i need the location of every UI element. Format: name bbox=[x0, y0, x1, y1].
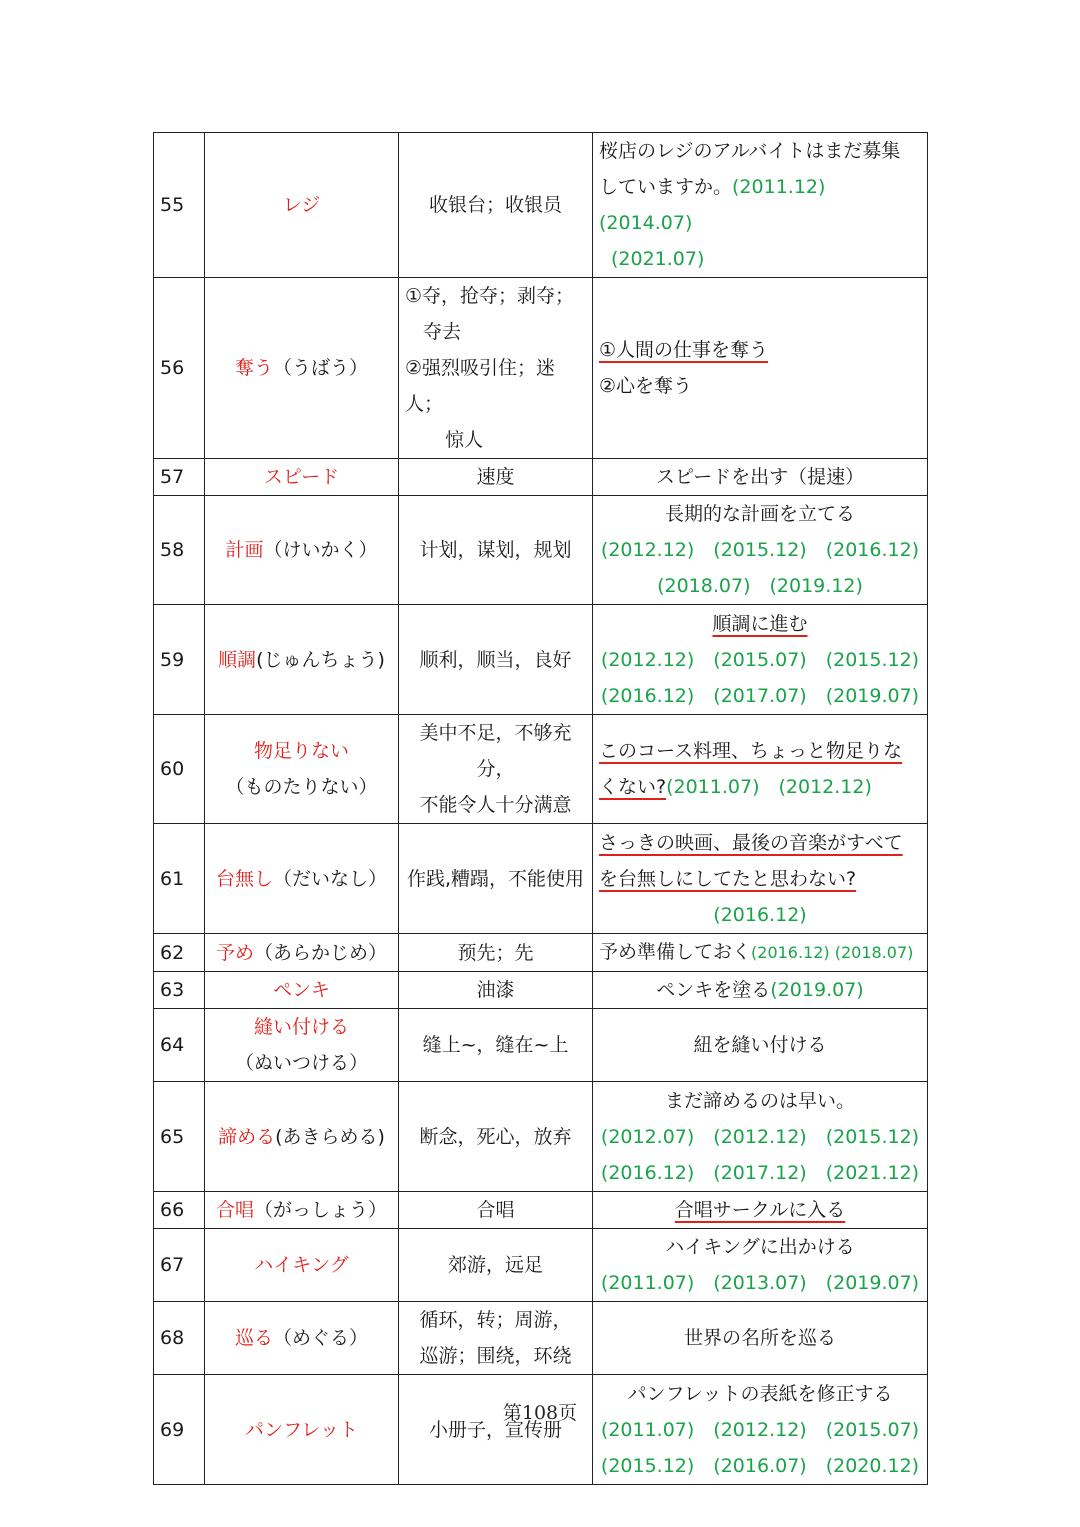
meaning-cell bbox=[399, 133, 593, 278]
word-reading: （あらかじめ） bbox=[254, 941, 388, 964]
meaning-line: 惊人 bbox=[445, 429, 484, 451]
example-cell bbox=[593, 1302, 928, 1375]
meaning-line: 合唱 bbox=[476, 1199, 515, 1221]
meaning-line: 循环，转；周游， bbox=[419, 1309, 572, 1331]
word-reading: (あきらめる) bbox=[275, 1125, 385, 1148]
vocab-word bbox=[205, 1082, 399, 1192]
example-line: ペンキを塗る bbox=[656, 979, 771, 1001]
exam-years: (2015.12) (2016.07) (2020.12) bbox=[600, 1454, 920, 1477]
page-number: 第108页 bbox=[502, 1402, 578, 1424]
word-text: 順調 bbox=[218, 648, 257, 671]
example-cell bbox=[593, 824, 928, 934]
word-text: ペンキ bbox=[272, 979, 330, 1001]
meaning-line: 计划，谋划，规划 bbox=[419, 539, 572, 561]
table-row bbox=[154, 1192, 928, 1229]
exam-years: (2012.07) (2012.12) (2015.12) bbox=[600, 1125, 920, 1148]
row-number: 63 bbox=[154, 972, 205, 1009]
table-row bbox=[154, 1082, 928, 1192]
row-number: 65 bbox=[154, 1082, 205, 1192]
meaning-cell bbox=[399, 824, 593, 934]
word-reading: (じゅんちょう) bbox=[256, 648, 385, 671]
row-number: 67 bbox=[154, 1229, 205, 1302]
row-number: 59 bbox=[154, 605, 205, 715]
meaning-cell bbox=[399, 605, 593, 715]
example-cell bbox=[593, 1082, 928, 1192]
vocab-word bbox=[205, 605, 399, 715]
example-line: 桜店のレジのアルバイトはまだ募集 bbox=[599, 140, 901, 162]
meaning-cell bbox=[399, 1192, 593, 1229]
example-cell bbox=[593, 1192, 928, 1229]
word-text: 諦める bbox=[218, 1125, 276, 1148]
example-line: ハイキングに出かける bbox=[665, 1236, 855, 1258]
row-number: 58 bbox=[154, 496, 205, 605]
example-cell bbox=[593, 496, 928, 605]
exam-years: (2016.12) (2017.12) (2021.12) bbox=[600, 1161, 920, 1184]
example-cell bbox=[593, 605, 928, 715]
meaning-cell bbox=[399, 972, 593, 1009]
example-line: ②心を奪う bbox=[599, 375, 693, 397]
exam-years: (2011.07) (2013.07) (2019.07) bbox=[600, 1272, 920, 1294]
example-cell bbox=[593, 1229, 928, 1302]
vocab-word bbox=[205, 715, 399, 824]
vocab-word bbox=[205, 133, 399, 278]
example-cell bbox=[593, 133, 928, 278]
example-line: ①人間の仕事を奪う bbox=[599, 339, 769, 361]
example-line: このコース料理、ちょっと物足りな bbox=[599, 740, 903, 762]
meaning-cell bbox=[399, 715, 593, 824]
meaning-cell bbox=[399, 278, 593, 459]
row-number: 68 bbox=[154, 1302, 205, 1375]
word-text: パンフレット bbox=[244, 1418, 359, 1441]
exam-years: (2018.07) (2019.12) bbox=[657, 575, 863, 597]
meaning-cell bbox=[399, 459, 593, 496]
vocab-word bbox=[205, 1192, 399, 1229]
table-row bbox=[154, 1302, 928, 1375]
word-reading: （うばう） bbox=[273, 357, 369, 379]
word-text: 奪う bbox=[234, 357, 273, 379]
table-row bbox=[154, 133, 928, 278]
word-text: 物足りない bbox=[253, 740, 349, 762]
exam-years: (2019.07) bbox=[770, 979, 864, 1001]
vocab-word bbox=[205, 824, 399, 934]
row-number: 62 bbox=[154, 934, 205, 972]
word-text: 台無し bbox=[215, 867, 273, 890]
example-cell bbox=[593, 972, 928, 1009]
row-number: 61 bbox=[154, 824, 205, 934]
meaning-line: 油漆 bbox=[476, 979, 515, 1001]
example-line: を台無しにしてたと思わない? bbox=[599, 867, 857, 890]
meaning-line: 缝上~，缝在~上 bbox=[422, 1034, 569, 1056]
meaning-cell bbox=[399, 1375, 593, 1485]
table-row bbox=[154, 934, 928, 972]
example-line: 予め準備しておく bbox=[599, 941, 752, 963]
exam-years: (2011.07) (2012.12) bbox=[666, 776, 872, 798]
exam-years: (2012.12) (2015.12) (2016.12) bbox=[600, 539, 920, 561]
word-text: 予め bbox=[215, 941, 254, 964]
table-row bbox=[154, 1229, 928, 1302]
vocab-word bbox=[205, 459, 399, 496]
example-line: パンフレットの表紙を修正する bbox=[627, 1382, 893, 1405]
example-line: まだ諦めるのは早い。 bbox=[664, 1089, 855, 1112]
exam-years: (2016.12) bbox=[713, 903, 807, 926]
exam-years: (2012.12) (2015.07) (2015.12) bbox=[600, 648, 920, 671]
meaning-line: 夺去 bbox=[423, 321, 462, 343]
word-reading: （ぬいつける） bbox=[234, 1052, 368, 1074]
vocab-word bbox=[205, 934, 399, 972]
vocab-word bbox=[205, 972, 399, 1009]
row-number: 66 bbox=[154, 1192, 205, 1229]
meaning-cell bbox=[399, 1229, 593, 1302]
row-number: 64 bbox=[154, 1009, 205, 1082]
meaning-line: 小册子，宣传册 bbox=[428, 1418, 562, 1441]
meaning-line: 郊游，远足 bbox=[447, 1254, 543, 1276]
row-number: 56 bbox=[154, 278, 205, 459]
example-line: 紐を縫い付ける bbox=[693, 1034, 827, 1056]
meaning-line: 收银台；收银员 bbox=[428, 194, 562, 216]
exam-years: (2016.12) (2017.07) (2019.07) bbox=[600, 684, 920, 707]
vocab-word bbox=[205, 496, 399, 605]
word-reading: （めぐる） bbox=[273, 1327, 369, 1349]
meaning-line: 预先；先 bbox=[457, 941, 534, 964]
vocab-word bbox=[205, 1302, 399, 1375]
meaning-line: 断念，死心，放弃 bbox=[419, 1125, 572, 1148]
word-text: 縫い付ける bbox=[253, 1016, 349, 1038]
example-cell bbox=[593, 278, 928, 459]
exam-years: (2011.07) (2012.12) (2015.07) bbox=[600, 1418, 920, 1441]
example-cell bbox=[593, 459, 928, 496]
meaning-line: 美中不足，不够充分， bbox=[419, 722, 572, 780]
table-row bbox=[154, 278, 928, 459]
vocab-word bbox=[205, 1229, 399, 1302]
meaning-line: 巡游；围绕，环绕 bbox=[419, 1345, 572, 1367]
word-text: ハイキング bbox=[254, 1254, 349, 1276]
word-text: 合唱 bbox=[215, 1199, 254, 1221]
vocabulary-table bbox=[153, 132, 928, 1485]
meaning-line: ②强烈吸引住；迷人； bbox=[405, 357, 556, 415]
example-line: していますか。 bbox=[599, 176, 733, 198]
meaning-line: 顺利，顺当，良好 bbox=[419, 648, 572, 671]
meaning-line: 作践,糟蹋，不能使用 bbox=[406, 867, 585, 890]
meaning-line: ①夺，抢夺；剥夺； bbox=[405, 285, 575, 307]
exam-years: (2016.12) (2018.07) bbox=[751, 943, 914, 962]
example-line: 長期的な計画を立てる bbox=[664, 503, 855, 525]
word-reading: （がっしょう） bbox=[254, 1199, 388, 1221]
table-row bbox=[154, 972, 928, 1009]
row-number: 57 bbox=[154, 459, 205, 496]
example-line: スピードを出す（提速） bbox=[655, 466, 865, 488]
table-row bbox=[154, 824, 928, 934]
word-text: 計画 bbox=[225, 539, 264, 561]
table-row bbox=[154, 605, 928, 715]
table-row bbox=[154, 715, 928, 824]
table-row bbox=[154, 496, 928, 605]
word-text: スピード bbox=[263, 466, 340, 488]
meaning-cell bbox=[399, 1009, 593, 1082]
example-line: 順調に進む bbox=[712, 612, 808, 635]
row-number: 69 bbox=[154, 1375, 205, 1485]
exam-years: (2021.07) bbox=[611, 248, 705, 270]
example-line: 世界の名所を巡る bbox=[683, 1327, 836, 1349]
row-number: 60 bbox=[154, 715, 205, 824]
meaning-cell bbox=[399, 934, 593, 972]
meaning-cell bbox=[399, 1082, 593, 1192]
example-cell bbox=[593, 1009, 928, 1082]
vocab-word bbox=[205, 1375, 399, 1485]
table-row bbox=[154, 459, 928, 496]
example-cell bbox=[593, 1375, 928, 1485]
vocab-word bbox=[205, 278, 399, 459]
example-cell bbox=[593, 934, 928, 972]
meaning-cell bbox=[399, 1302, 593, 1375]
word-reading: （けいかく） bbox=[263, 539, 378, 561]
meaning-line: 不能令人十分满意 bbox=[419, 794, 572, 816]
table-row bbox=[154, 1375, 928, 1485]
example-cell bbox=[593, 715, 928, 824]
word-text: 巡る bbox=[234, 1327, 273, 1349]
example-line: くない? bbox=[599, 776, 667, 798]
table-row bbox=[154, 1009, 928, 1082]
word-reading: （だいなし） bbox=[273, 867, 388, 890]
vocab-word bbox=[205, 1009, 399, 1082]
exam-years: (2011.12) (2014.07) bbox=[599, 176, 826, 234]
word-reading: （ものたりない） bbox=[225, 776, 378, 798]
word-text: レジ bbox=[282, 194, 321, 216]
meaning-line: 速度 bbox=[476, 466, 515, 488]
meaning-cell bbox=[399, 496, 593, 605]
row-number: 55 bbox=[154, 133, 205, 278]
example-line: さっきの映画、最後の音楽がすべて bbox=[599, 831, 903, 854]
example-line: 合唱サークルに入る bbox=[674, 1199, 846, 1221]
